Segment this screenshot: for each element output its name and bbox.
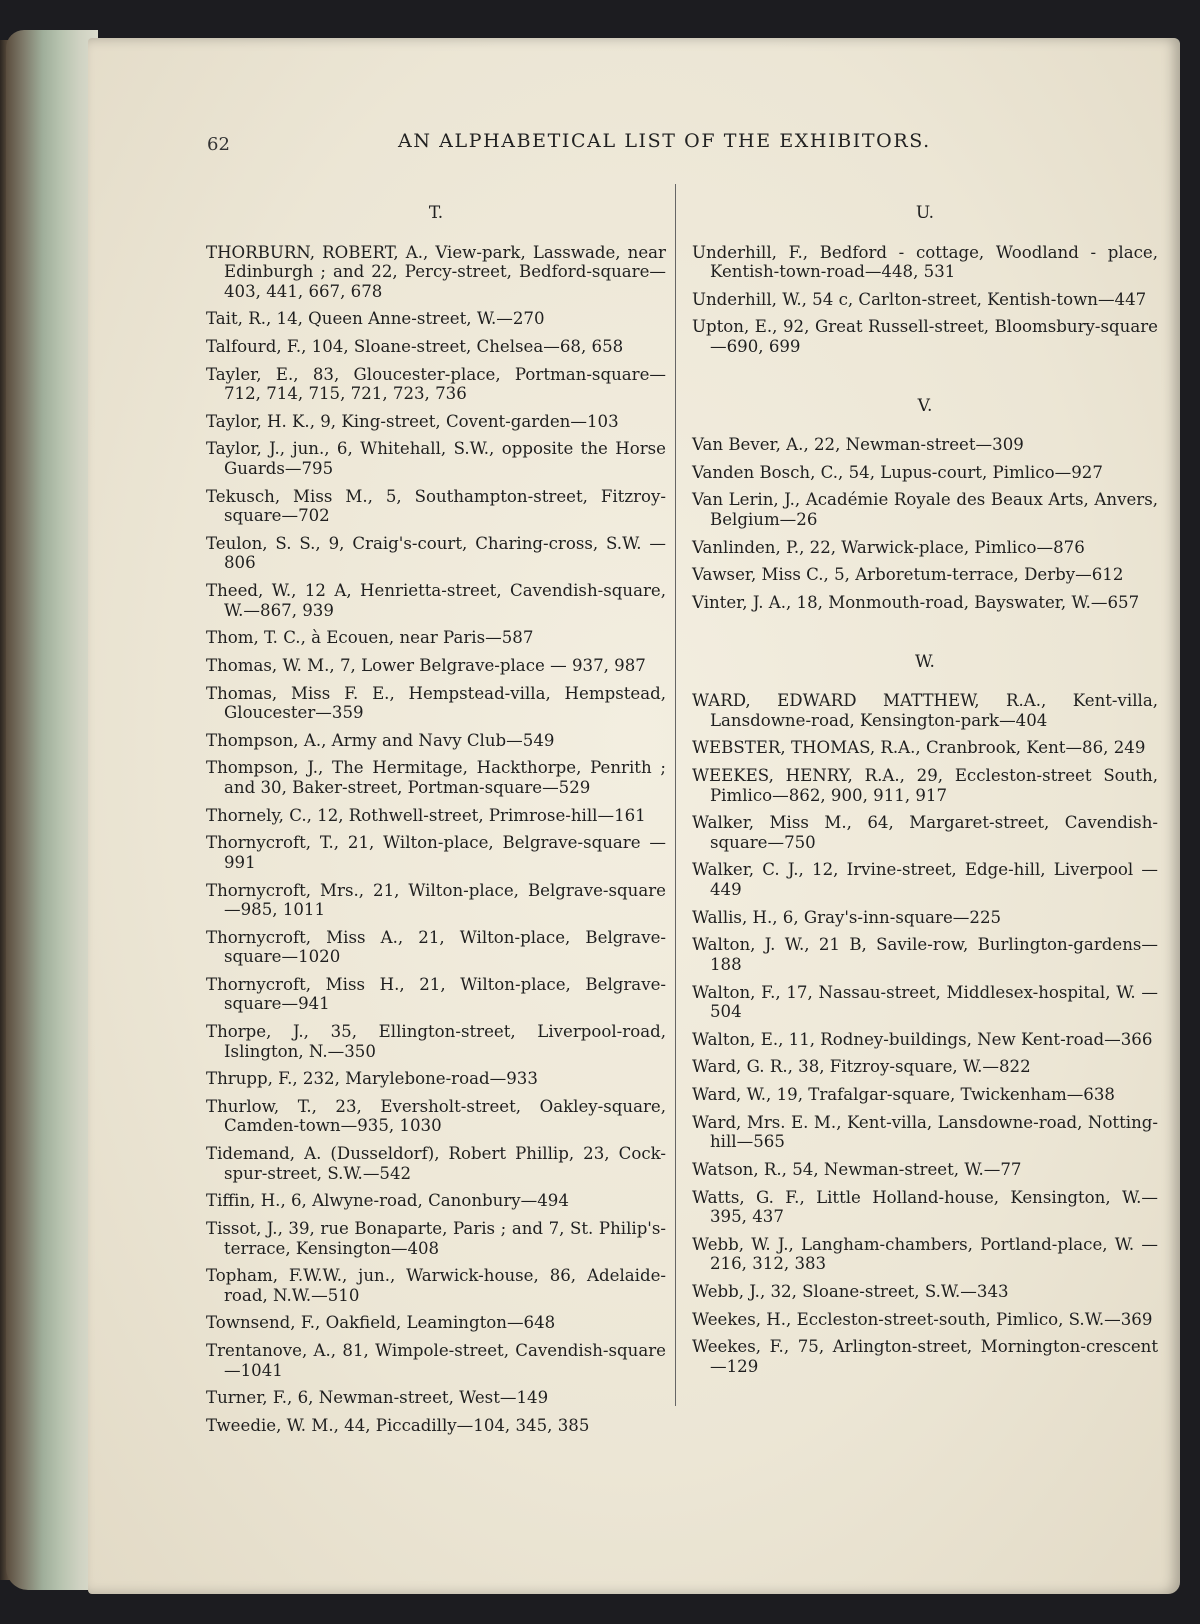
list-entry: Thornycroft, Miss H., 21, Wilton-place, Belgrave-square—941 — [206, 974, 666, 1014]
page-number: 62 — [207, 134, 230, 155]
list-entry: Thornely, C., 12, Rothwell-street, Primrose-hill—161 — [206, 805, 646, 825]
list-entry: Teulon, S. S., 9, Craig's-court, Charing-cross, S.W. —806 — [206, 533, 666, 573]
running-title: AN ALPHABETICAL LIST OF THE EXHIBITORS. — [398, 130, 931, 152]
list-entry: Townsend, F., Oakfield, Leamington—648 — [206, 1313, 556, 1333]
list-entry: Thrupp, F., 232, Marylebone-road—933 — [206, 1069, 538, 1089]
list-entry: Walker, Miss M., 64, Margaret-street, Cavendish-square—750 — [692, 813, 1158, 852]
list-entry: Thom, T. C., à Ecouen, near Paris—587 — [206, 628, 534, 648]
list-entry: Thomas, Miss F. E., Hempstead-villa, Hempstead, Gloucester—359 — [206, 683, 666, 723]
list-entry: Tidemand, A. (Dusseldorf), Robert Phillip, 23, Cock-spur-street, S.W.—542 — [206, 1144, 666, 1183]
list-entry: Thorpe, J., 35, Ellington-street, Liverpool-road, Islington, N.—350 — [206, 1022, 666, 1061]
list-entry: Tayler, E., 83, Gloucester-place, Portman-square—712, 714, 715, 721, 723, 736 — [206, 364, 666, 404]
section-gap — [692, 365, 1158, 393]
column-divider — [675, 184, 676, 1406]
list-entry: Vanden Bosch, C., 54, Lupus-court, Pimlico—927 — [692, 462, 1103, 482]
right-column — [692, 200, 1158, 1385]
list-entry: Walton, E., 11, Rodney-buildings, New Kent-road—366 — [692, 1029, 1153, 1049]
list-entry: WARD, EDWARD MATTHEW, R.A., Kent-villa, Lansdowne-road, Kensington-park—404 — [692, 691, 1158, 730]
list-entry: Van Lerin, J., Académie Royale des Beaux Arts, Anvers, Belgium—26 — [692, 490, 1158, 529]
section-u — [692, 204, 1158, 356]
list-entry: Upton, E., 92, Great Russell-street, Bloomsbury-square —690, 699 — [692, 317, 1158, 356]
list-entry: Taylor, H. K., 9, King-street, Covent-garden—103 — [206, 411, 619, 431]
list-entry: Weekes, H., Eccleston-street-south, Pimlico, S.W.—369 — [692, 1309, 1153, 1329]
list-entry: Talfourd, F., 104, Sloane-street, Chelsea—68, 658 — [206, 336, 624, 356]
list-entry: Thornycroft, Mrs., 21, Wilton-place, Belgrave-square —985, 1011 — [206, 880, 666, 919]
list-entry: Weekes, F., 75, Arlington-street, Mornington-crescent —129 — [692, 1337, 1158, 1376]
list-entry: Ward, G. R., 38, Fitzroy-square, W.—822 — [692, 1057, 1031, 1077]
section-t — [206, 204, 666, 1435]
list-entry: Ward, Mrs. E. M., Kent-villa, Lansdowne-road, Notting-hill—565 — [692, 1112, 1158, 1152]
list-entry: Tiffin, H., 6, Alwyne-road, Canonbury—494 — [206, 1191, 569, 1211]
page-edges — [6, 30, 98, 1590]
list-entry: Vawser, Miss C., 5, Arboretum-terrace, Derby—612 — [692, 565, 1124, 585]
list-entry: Tekusch, Miss M., 5, Southampton-street, Fitzroy-square—702 — [206, 486, 666, 526]
list-entry: Topham, F.W.W., jun., Warwick-house, 86, Adelaide-road, N.W.—510 — [206, 1266, 666, 1305]
section-w — [692, 653, 1158, 1377]
list-entry: Webb, J., 32, Sloane-street, S.W.—343 — [692, 1282, 1009, 1301]
list-entry: Tissot, J., 39, rue Bonaparte, Paris ; and 7, St. Philip's-terrace, Kensington—408 — [206, 1219, 666, 1258]
list-entry: Thompson, A., Army and Navy Club—549 — [206, 730, 555, 750]
list-entry: Tweedie, W. M., 44, Piccadilly—104, 345, 385 — [206, 1415, 590, 1435]
list-entry: Trentanove, A., 81, Wimpole-street, Cavendish-square —1041 — [206, 1341, 666, 1380]
list-entry: Underhill, W., 54 c, Carlton-street, Kentish-town—447 — [692, 289, 1147, 309]
list-entry: Vinter, J. A., 18, Monmouth-road, Bayswater, W.—657 — [692, 593, 1140, 612]
list-entry: Webb, W. J., Langham-chambers, Portland-place, W. —216, 312, 383 — [692, 1234, 1158, 1274]
section-letter: V. — [917, 395, 933, 416]
list-entry: Watson, R., 54, Newman-street, W.—77 — [692, 1159, 1022, 1179]
list-entry: WEBSTER, THOMAS, R.A., Cranbrook, Kent—86, 249 — [692, 738, 1146, 758]
list-entry: THORBURN, ROBERT, A., View-park, Lasswade, near Edinburgh ; and 22, Percy-street, Bedford-square—403, 441, 667, 678 — [206, 242, 666, 301]
list-entry: Watts, G. F., Little Holland-house, Kensington, W.—395, 437 — [692, 1187, 1158, 1227]
section-gap — [692, 621, 1158, 649]
list-entry: Wallis, H., 6, Gray's-inn-square—225 — [692, 907, 1002, 927]
list-entry: Thornycroft, Miss A., 21, Wilton-place, Belgrave-square—1020 — [206, 927, 666, 967]
section-letter: W. — [915, 651, 935, 672]
list-entry: Thompson, J., The Hermitage, Hackthorpe, Penrith ; and 30, Baker-street, Portman-square—529 — [206, 758, 666, 797]
list-entry: Walton, J. W., 21 B, Savile-row, Burlington-gardens—188 — [692, 935, 1158, 974]
list-entry: Ward, W., 19, Trafalgar-square, Twickenham—638 — [692, 1085, 1115, 1105]
list-entry: Turner, F., 6, Newman-street, West—149 — [206, 1388, 549, 1408]
list-entry: WEEKES, HENRY, R.A., 29, Eccleston-street South, Pimlico—862, 900, 911, 917 — [692, 766, 1158, 805]
list-entry: Thomas, W. M., 7, Lower Belgrave-place — 937, 987 — [206, 655, 646, 675]
list-entry: Walker, C. J., 12, Irvine-street, Edge-hill, Liverpool —449 — [692, 860, 1158, 899]
list-entry: Thurlow, T., 23, Eversholt-street, Oakley-square, Camden-town—935, 1030 — [206, 1096, 666, 1136]
list-entry: Van Bever, A., 22, Newman-street—309 — [692, 435, 1024, 455]
left-column — [206, 200, 666, 1444]
section-v — [692, 397, 1158, 613]
list-entry: Tait, R., 14, Queen Anne-street, W.—270 — [206, 309, 545, 329]
list-entry: Taylor, J., jun., 6, Whitehall, S.W., opposite the Horse Guards—795 — [206, 439, 666, 478]
list-entry: Vanlinden, P., 22, Warwick-place, Pimlico—876 — [692, 537, 1085, 557]
list-entry: Theed, W., 12 A, Henrietta-street, Cavendish-square, W.—867, 939 — [206, 581, 666, 620]
list-entry: Thornycroft, T., 21, Wilton-place, Belgrave-square —991 — [206, 833, 666, 872]
section-letter: T. — [428, 203, 444, 223]
list-entry: Underhill, F., Bedford - cottage, Woodland - place, Kentish-town-road—448, 531 — [692, 242, 1158, 281]
list-entry: Walton, F., 17, Nassau-street, Middlesex-hospital, W. —504 — [692, 982, 1158, 1021]
section-letter: U. — [915, 203, 935, 223]
